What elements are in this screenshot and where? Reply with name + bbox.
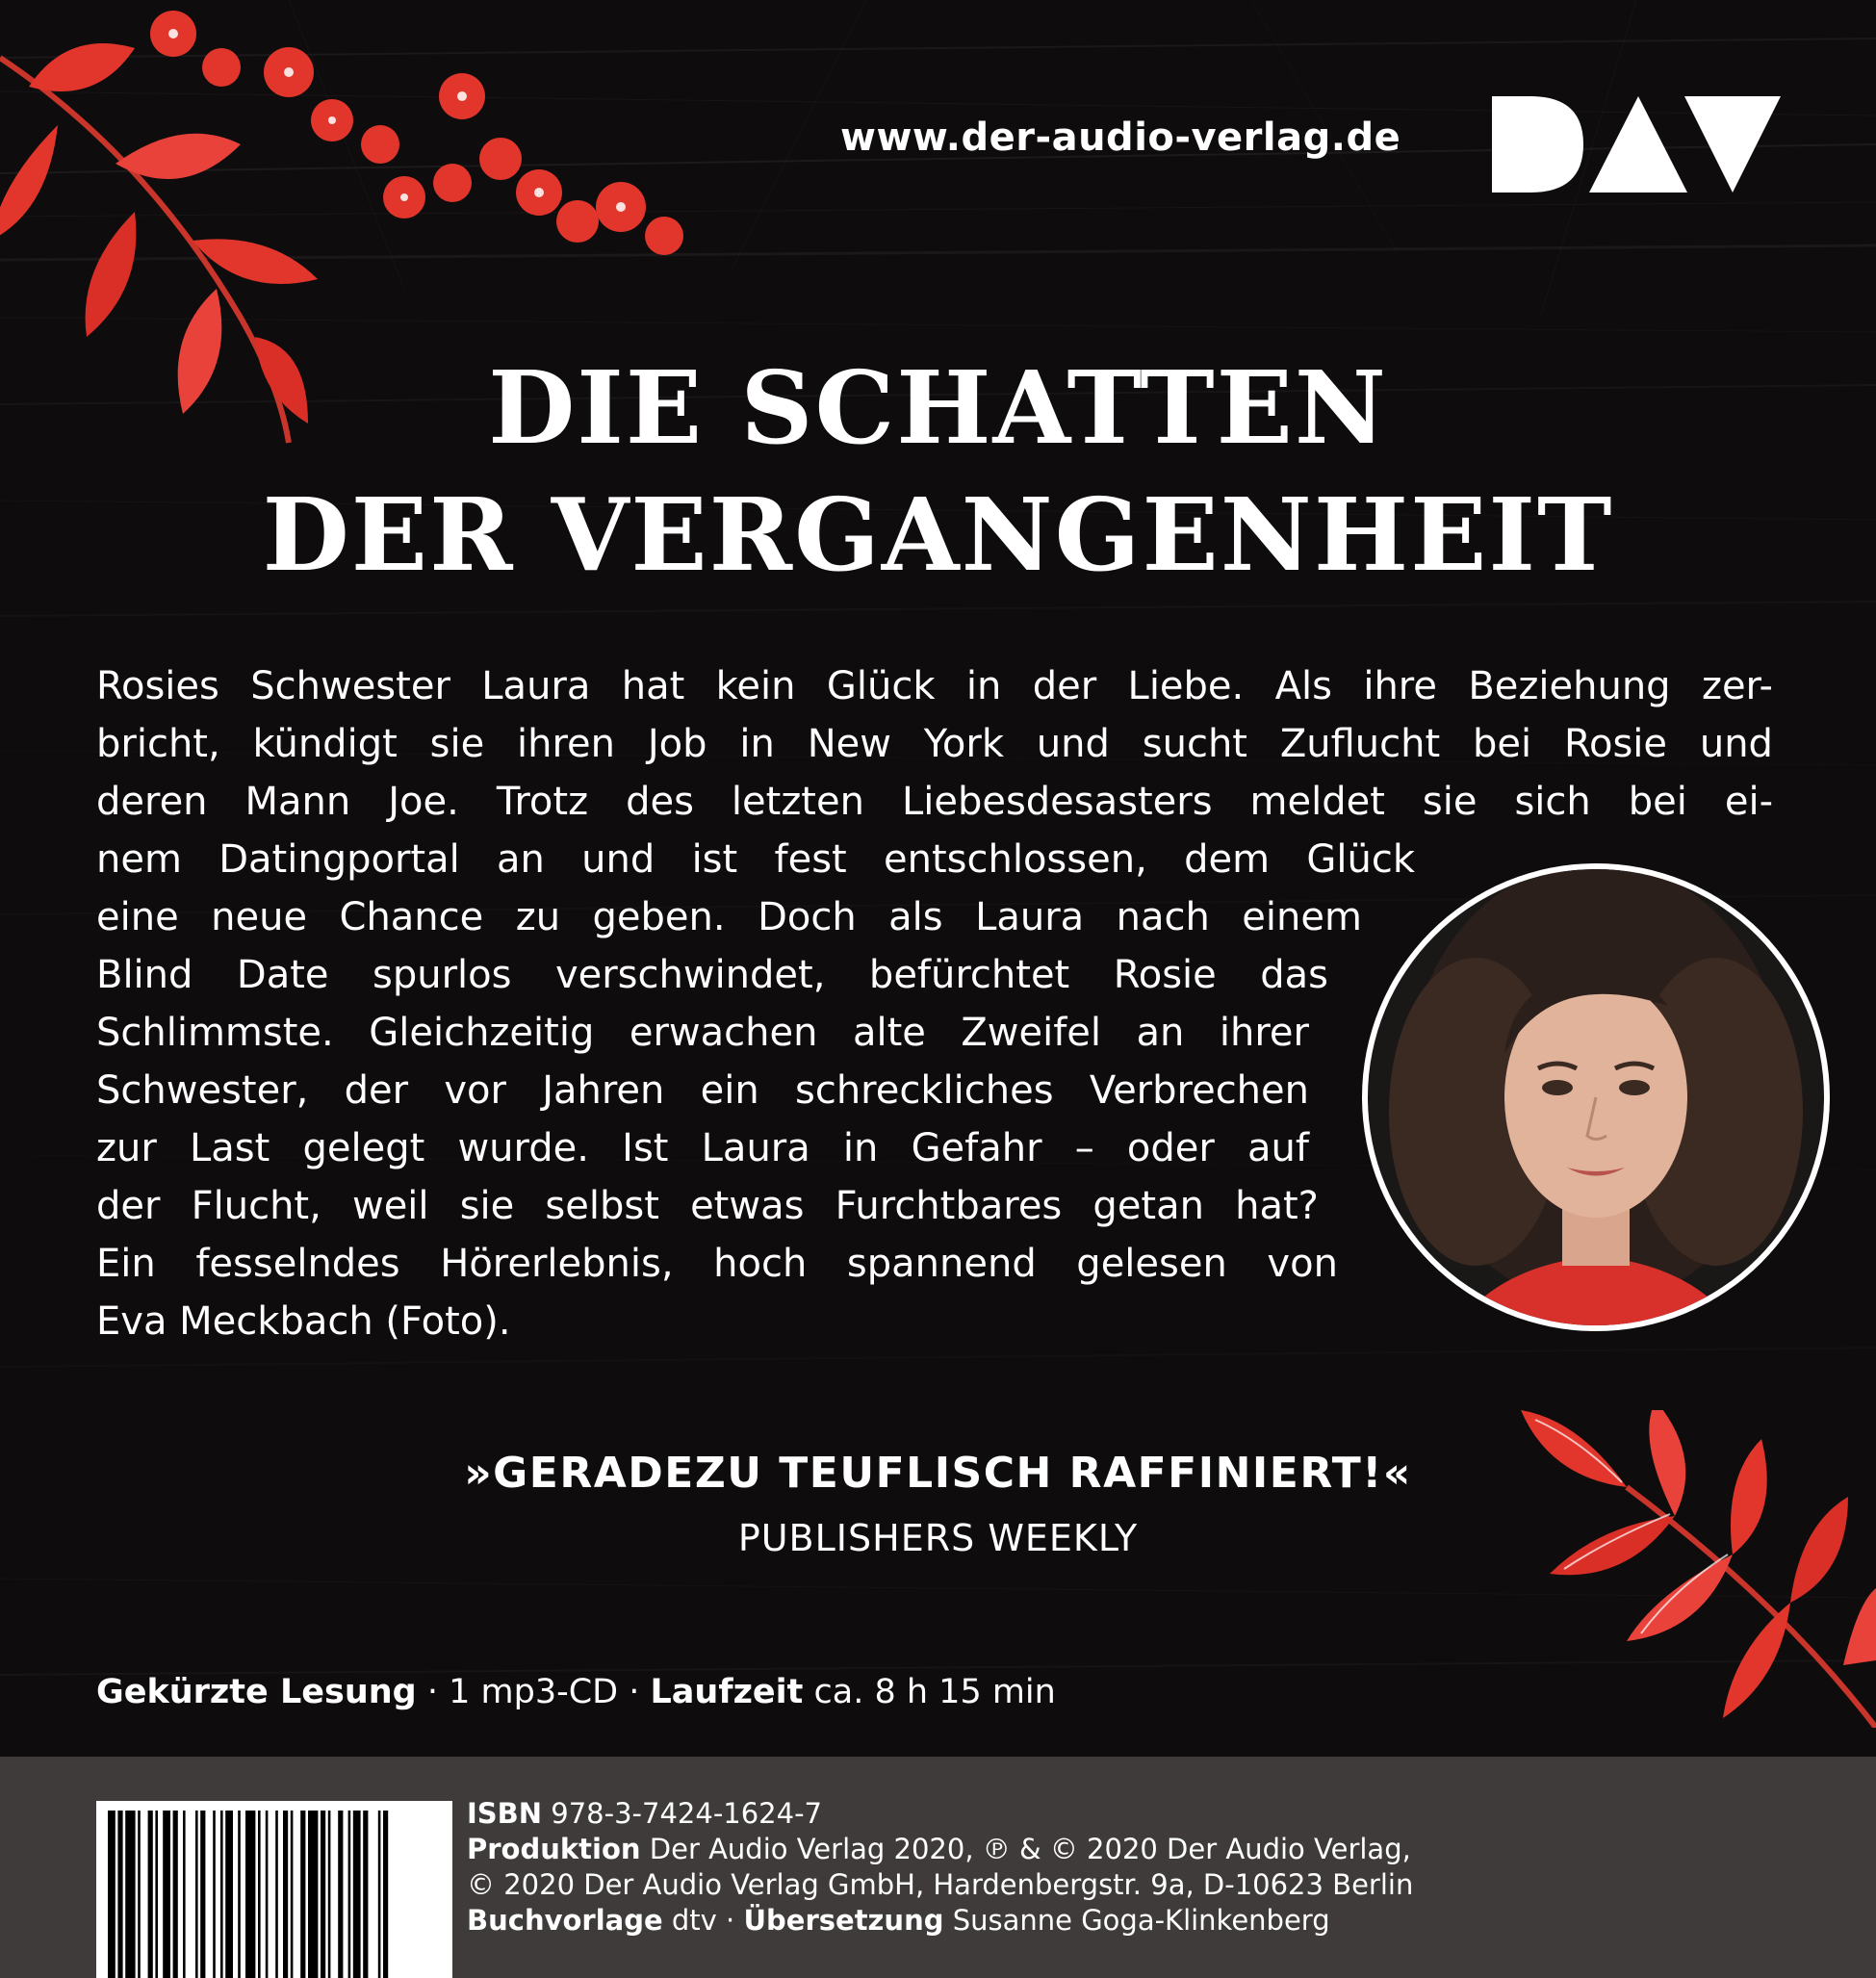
- credits-block: [467, 1796, 1413, 1939]
- blurb-line: Ein fesselndes Hörerlebnis, hoch spannend gelesen von: [96, 1242, 1338, 1286]
- leaf-branch-icon: [1463, 1410, 1876, 1728]
- blurb-line: Rosies Schwester Laura hat kein Glück in der Liebe. Als ihre Beziehung zer-: [96, 664, 1773, 708]
- runtime-value: ca. 8 h 15 min: [803, 1673, 1056, 1711]
- review-source: PUBLISHERS WEEKLY: [737, 1517, 1139, 1559]
- translation-value: Susanne Goga-Klinkenberg: [943, 1904, 1330, 1937]
- separator: ·: [716, 1904, 744, 1937]
- isbn-label: ISBN: [467, 1797, 543, 1830]
- review-quote: »GERADEZU TEUFLISCH RAFFINIERT!«: [464, 1449, 1412, 1498]
- separator: ·: [618, 1673, 651, 1711]
- product-details: [96, 1673, 1056, 1711]
- translation-label: Übersetzung: [743, 1904, 944, 1937]
- blurb-line: Schlimmste. Gleichzeitig erwachen alte Zweifel an ihrer: [96, 1011, 1309, 1055]
- blurb-line: Schwester, der vor Jahren ein schreckliches Verbrechen: [96, 1068, 1309, 1113]
- publisher-url[interactable]: www.der-audio-verlag.de: [840, 116, 1401, 160]
- blurb-line: deren Mann Joe. Trotz des letzten Liebesdesasters meldet sie sich bei ei-: [96, 780, 1773, 824]
- production-label: Produktion: [467, 1833, 641, 1865]
- separator: ·: [416, 1673, 450, 1711]
- isbn-value: 978-3-7424-1624-7: [542, 1797, 822, 1830]
- blurb-line: Blind Date spurlos verschwindet, befürchtet Rosie das: [96, 953, 1328, 997]
- book-title-line-2: DER VERGANGENHEIT: [262, 475, 1614, 594]
- blurb-line: zur Last gelegt wurde. Ist Laura in Gefahr – oder auf: [96, 1126, 1309, 1170]
- source-label: Buchvorlage: [467, 1904, 663, 1937]
- red-berry-icon: [150, 11, 683, 255]
- narrator-portrait: [1360, 861, 1832, 1333]
- barcode-icon: [96, 1801, 452, 1978]
- source-value: dtv: [662, 1904, 717, 1937]
- edition-label: Gekürzte Lesung: [96, 1673, 417, 1711]
- book-title-line-1: DIE SCHATTEN: [488, 348, 1388, 467]
- blurb-line: eine neue Chance zu geben. Doch als Laura nach einem: [96, 895, 1362, 939]
- blurb-line: bricht, kündigt sie ihren Job in New York und sucht Zuflucht bei Rosie und: [96, 722, 1773, 766]
- format-value: 1 mp3-CD: [449, 1673, 619, 1711]
- copyright-line: © 2020 Der Audio Verlag GmbH, Hardenbergstr. 9a, D-10623 Berlin: [467, 1868, 1414, 1901]
- production-value: Der Audio Verlag 2020, ℗ & © 2020 Der Audio Verlag,: [640, 1833, 1411, 1865]
- blurb-line: der Flucht, weil sie selbst etwas Furchtbares getan hat?: [96, 1184, 1319, 1228]
- runtime-label: Laufzeit: [650, 1673, 804, 1711]
- dav-logo-icon: [1492, 96, 1781, 193]
- blurb-line: nem Datingportal an und ist fest entschlossen, dem Glück: [96, 837, 1415, 882]
- blurb-line: Eva Meckbach (Foto).: [96, 1299, 511, 1344]
